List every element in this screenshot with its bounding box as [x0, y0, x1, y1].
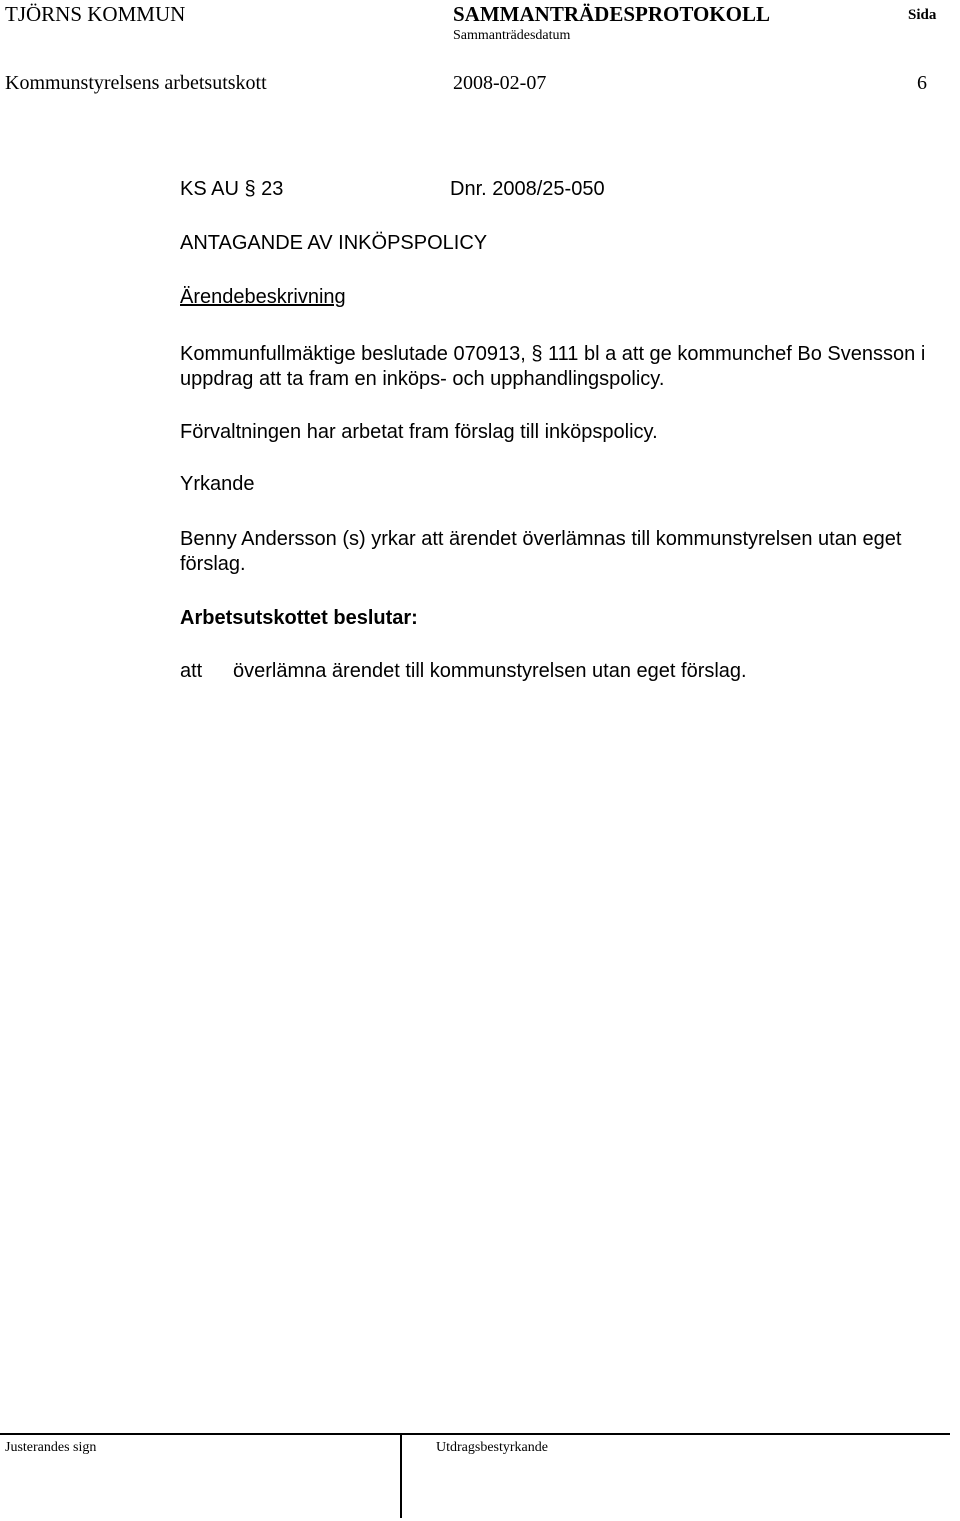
footer-column-divider: [400, 1434, 402, 1518]
footer-divider: [0, 1433, 950, 1435]
meeting-date-label: Sammanträdesdatum: [453, 28, 571, 43]
meeting-date: 2008-02-07: [453, 72, 547, 94]
page-number: 6: [917, 72, 927, 94]
motion-text: Benny Andersson (s) yrkar att ärendet överlämnas till kommunstyrelsen utan eget förslag.: [180, 528, 902, 575]
organ-name: Kommunstyrelsens arbetsutskott: [5, 72, 267, 94]
page-label: Sida: [908, 7, 937, 23]
decision-att: att: [180, 660, 203, 682]
case-title: ANTAGANDE AV INKÖPSPOLICY: [180, 232, 488, 254]
description-paragraph-1: Kommunfullmäktige beslutade 070913, § 111 bl a att ge kommunchef Bo Svensson i uppdrag att ta fram en inköps- och upphandlingspolicy.: [180, 343, 926, 390]
municipality-name: TJÖRNS KOMMUN: [5, 2, 186, 26]
case-dnr: Dnr. 2008/25-050: [450, 178, 605, 200]
footer-certification-label: Utdragsbestyrkande: [436, 1440, 548, 1455]
motion-heading: Yrkande: [180, 473, 255, 495]
case-paragraph-ref: KS AU § 23: [180, 178, 284, 200]
description-heading: Ärendebeskrivning: [180, 286, 346, 308]
document-type-title: SAMMANTRÄDESPROTOKOLL: [453, 2, 770, 26]
footer-signature-label: Justerandes sign: [5, 1440, 97, 1455]
decision-text: överlämna ärendet till kommunstyrelsen utan eget förslag.: [233, 660, 747, 682]
description-paragraph-2: Förvaltningen har arbetat fram förslag till inköpspolicy.: [180, 421, 658, 443]
decision-heading: Arbetsutskottet beslutar:: [180, 607, 418, 629]
